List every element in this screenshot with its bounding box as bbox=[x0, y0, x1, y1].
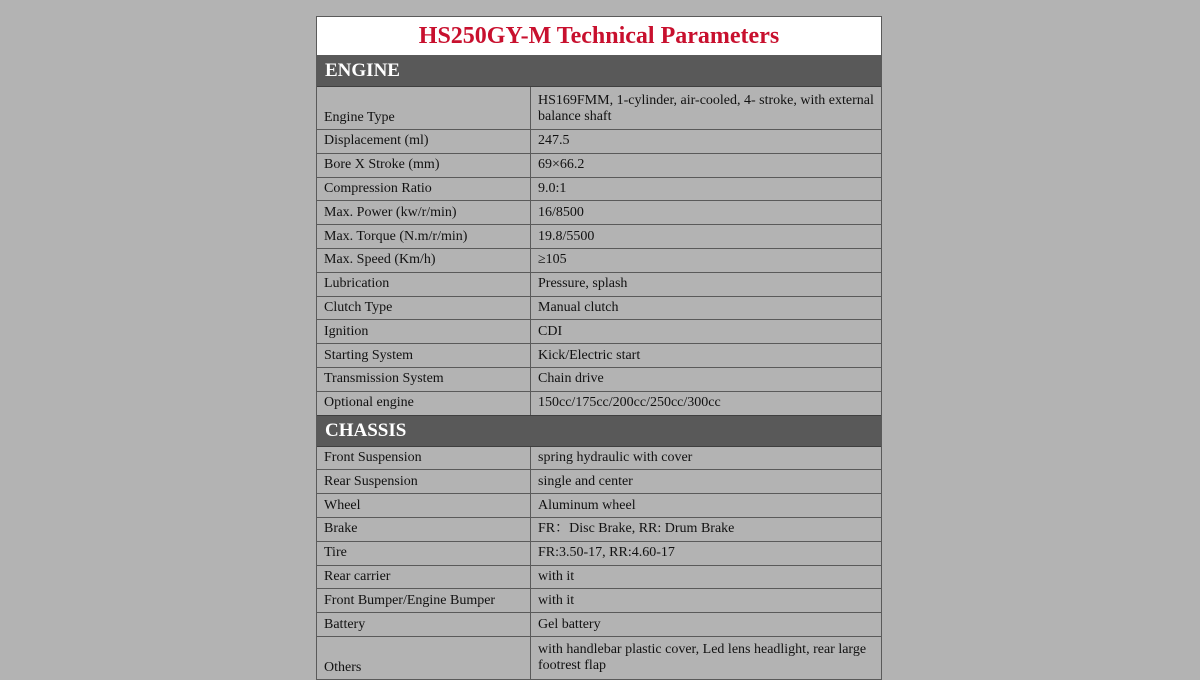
param-value: 16/8500 bbox=[531, 201, 882, 225]
param-value: 150cc/175cc/200cc/250cc/300cc bbox=[531, 391, 882, 414]
engine-table bbox=[317, 87, 881, 415]
table-row bbox=[317, 391, 881, 414]
table-row bbox=[317, 494, 881, 518]
table-row bbox=[317, 367, 881, 391]
param-label: Rear carrier bbox=[317, 565, 531, 589]
param-label: Front Bumper/Engine Bumper bbox=[317, 589, 531, 613]
param-label: Tire bbox=[317, 541, 531, 565]
table-row bbox=[317, 177, 881, 201]
table-row bbox=[317, 589, 881, 613]
param-value: 9.0:1 bbox=[531, 177, 882, 201]
param-value: Manual clutch bbox=[531, 296, 882, 320]
table-row bbox=[317, 344, 881, 368]
param-label: Battery bbox=[317, 613, 531, 637]
table-row bbox=[317, 248, 881, 272]
param-value: with handlebar plastic cover, Led lens headlight, rear large footrest flap bbox=[531, 636, 882, 679]
section-heading-chassis: CHASSIS bbox=[317, 415, 881, 447]
param-value: Chain drive bbox=[531, 367, 882, 391]
param-value: Gel battery bbox=[531, 613, 882, 637]
param-value: 247.5 bbox=[531, 130, 882, 154]
table-row bbox=[317, 613, 881, 637]
spec-title: HS250GY-M Technical Parameters bbox=[317, 17, 881, 56]
table-row bbox=[317, 565, 881, 589]
param-label: Others bbox=[317, 636, 531, 679]
param-label: Lubrication bbox=[317, 272, 531, 296]
param-label: Compression Ratio bbox=[317, 177, 531, 201]
table-row bbox=[317, 517, 881, 541]
param-value: FR:3.50-17, RR:4.60-17 bbox=[531, 541, 882, 565]
param-value: spring hydraulic with cover bbox=[531, 447, 882, 470]
param-value: FR：Disc Brake, RR: Drum Brake bbox=[531, 517, 882, 541]
param-value: Aluminum wheel bbox=[531, 494, 882, 518]
table-row bbox=[317, 470, 881, 494]
param-label: Brake bbox=[317, 517, 531, 541]
spec-sheet bbox=[316, 16, 882, 680]
table-row bbox=[317, 201, 881, 225]
param-label: Max. Torque (N.m/r/min) bbox=[317, 225, 531, 249]
param-value: ≥105 bbox=[531, 248, 882, 272]
param-value: Pressure, splash bbox=[531, 272, 882, 296]
param-label: Front Suspension bbox=[317, 447, 531, 470]
param-value: Kick/Electric start bbox=[531, 344, 882, 368]
table-row bbox=[317, 272, 881, 296]
table-row bbox=[317, 153, 881, 177]
param-label: Engine Type bbox=[317, 87, 531, 130]
table-row bbox=[317, 541, 881, 565]
table-row bbox=[317, 320, 881, 344]
param-value: with it bbox=[531, 565, 882, 589]
table-row bbox=[317, 225, 881, 249]
param-label: Ignition bbox=[317, 320, 531, 344]
param-label: Transmission System bbox=[317, 367, 531, 391]
param-value: CDI bbox=[531, 320, 882, 344]
param-label: Max. Power (kw/r/min) bbox=[317, 201, 531, 225]
param-label: Optional engine bbox=[317, 391, 531, 414]
table-row bbox=[317, 447, 881, 470]
section-heading-engine: ENGINE bbox=[317, 56, 881, 87]
param-label: Wheel bbox=[317, 494, 531, 518]
param-value: with it bbox=[531, 589, 882, 613]
param-label: Clutch Type bbox=[317, 296, 531, 320]
chassis-table bbox=[317, 447, 881, 679]
param-label: Starting System bbox=[317, 344, 531, 368]
param-value: HS169FMM, 1-cylinder, air-cooled, 4- stroke, with external balance shaft bbox=[531, 87, 882, 130]
table-row bbox=[317, 130, 881, 154]
param-value: single and center bbox=[531, 470, 882, 494]
table-row bbox=[317, 87, 881, 130]
param-label: Rear Suspension bbox=[317, 470, 531, 494]
param-value: 69×66.2 bbox=[531, 153, 882, 177]
param-label: Max. Speed (Km/h) bbox=[317, 248, 531, 272]
table-row bbox=[317, 296, 881, 320]
param-label: Displacement (ml) bbox=[317, 130, 531, 154]
param-value: 19.8/5500 bbox=[531, 225, 882, 249]
table-row bbox=[317, 636, 881, 679]
param-label: Bore X Stroke (mm) bbox=[317, 153, 531, 177]
